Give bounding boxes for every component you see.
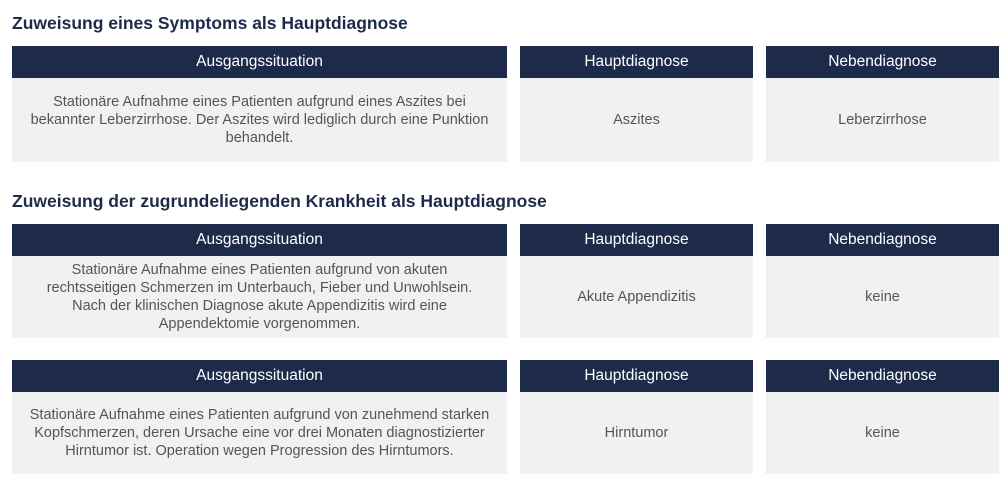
cell-nebendiagnose: keine: [766, 392, 999, 474]
section-title-symptom: Zuweisung eines Symptoms als Hauptdiagnose: [12, 13, 408, 33]
column-nebendiagnose: [766, 46, 999, 162]
cell-situation: Stationäre Aufnahme eines Patienten aufgrund eines Aszites bei bekannter Leberzirrhose. Der Aszites wird lediglich durch eine Punktion behandelt.: [12, 78, 507, 162]
cell-hauptdiagnose: Hirntumor: [520, 392, 753, 474]
column-nebendiagnose: [766, 360, 999, 474]
column-ausgangssituation: [12, 46, 507, 162]
column-hauptdiagnose: [520, 224, 753, 338]
header-hauptdiagnose: Hauptdiagnose: [520, 46, 753, 78]
cell-nebendiagnose: keine: [766, 256, 999, 338]
section-title-underlying-disease: Zuweisung der zugrundeliegenden Krankheit als Hauptdiagnose: [12, 191, 547, 211]
cell-hauptdiagnose: Aszites: [520, 78, 753, 162]
header-hauptdiagnose: Hauptdiagnose: [520, 224, 753, 256]
cell-situation: Stationäre Aufnahme eines Patienten aufgrund von akuten rechtsseitigen Schmerzen im Unterbauch, Fieber und Unwohlsein. Nach der klinischen Diagnose akute Appendizitis wird eine Appendektomie vorgenommen.: [12, 256, 507, 338]
column-nebendiagnose: [766, 224, 999, 338]
header-nebendiagnose: Nebendiagnose: [766, 224, 999, 256]
header-ausgangssituation: Ausgangssituation: [12, 360, 507, 392]
cell-hauptdiagnose: Akute Appendizitis: [520, 256, 753, 338]
cell-situation: Stationäre Aufnahme eines Patienten aufgrund von zunehmend starken Kopfschmerzen, deren Ursache eine vor drei Monaten diagnostizierter Hirntumor ist. Operation wegen Progression des Hirntumors.: [12, 392, 507, 474]
header-hauptdiagnose: Hauptdiagnose: [520, 360, 753, 392]
header-nebendiagnose: Nebendiagnose: [766, 46, 999, 78]
column-hauptdiagnose: [520, 360, 753, 474]
column-ausgangssituation: [12, 224, 507, 338]
header-nebendiagnose: Nebendiagnose: [766, 360, 999, 392]
column-ausgangssituation: [12, 360, 507, 474]
header-ausgangssituation: Ausgangssituation: [12, 224, 507, 256]
column-hauptdiagnose: [520, 46, 753, 162]
cell-nebendiagnose: Leberzirrhose: [766, 78, 999, 162]
header-ausgangssituation: Ausgangssituation: [12, 46, 507, 78]
